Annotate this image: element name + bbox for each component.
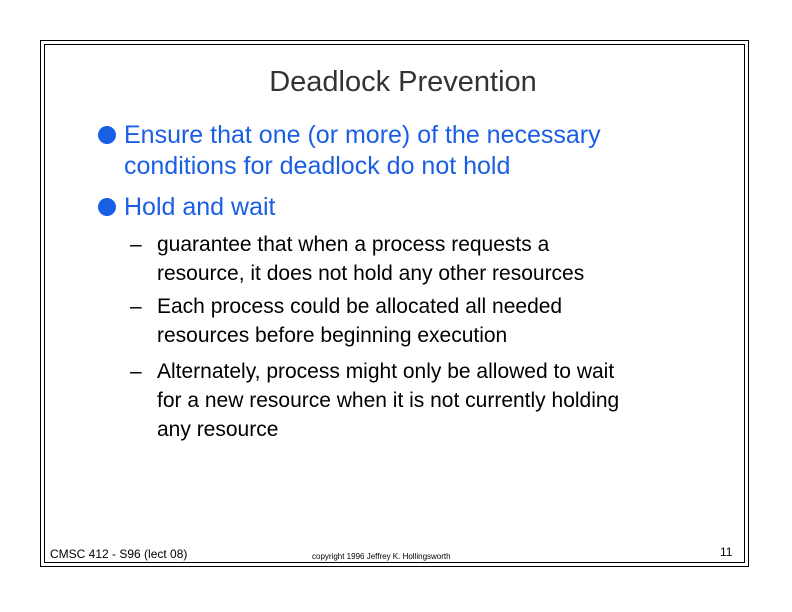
dash-marker: – bbox=[130, 233, 142, 256]
dash-marker: – bbox=[130, 295, 142, 318]
bullet-line: conditions for deadlock do not hold bbox=[124, 152, 511, 180]
sub-item bbox=[130, 230, 585, 288]
bullet-dot-icon bbox=[98, 198, 116, 216]
sub-item-line: guarantee that when a process requests a bbox=[157, 233, 550, 256]
slide-title: Deadlock Prevention bbox=[269, 66, 537, 98]
bullet-dot-icon bbox=[98, 126, 116, 144]
bullet-line: Ensure that one (or more) of the necessary bbox=[124, 121, 601, 149]
sub-item-line: Alternately, process might only be allowed to wait bbox=[157, 360, 615, 383]
sub-item-line: for a new resource when it is not currently holding bbox=[157, 389, 620, 412]
bullet-line: Hold and wait bbox=[124, 193, 276, 221]
dash-marker: – bbox=[130, 360, 142, 383]
footer-copyright: copyright 1996 Jeffrey K. Hollingsworth bbox=[312, 552, 451, 561]
sub-item-line: Each process could be allocated all needed bbox=[157, 295, 563, 318]
bullet-item bbox=[124, 192, 275, 223]
sub-item bbox=[130, 357, 620, 444]
sub-item bbox=[130, 292, 563, 350]
sub-item-line: any resource bbox=[157, 418, 279, 441]
bullet-item bbox=[124, 120, 601, 182]
footer-course: CMSC 412 - S96 (lect 08) bbox=[50, 547, 188, 561]
page-number: 11 bbox=[720, 545, 733, 559]
sub-item-line: resources before beginning execution bbox=[157, 324, 508, 347]
sub-item-line: resource, it does not hold any other resources bbox=[157, 262, 585, 285]
